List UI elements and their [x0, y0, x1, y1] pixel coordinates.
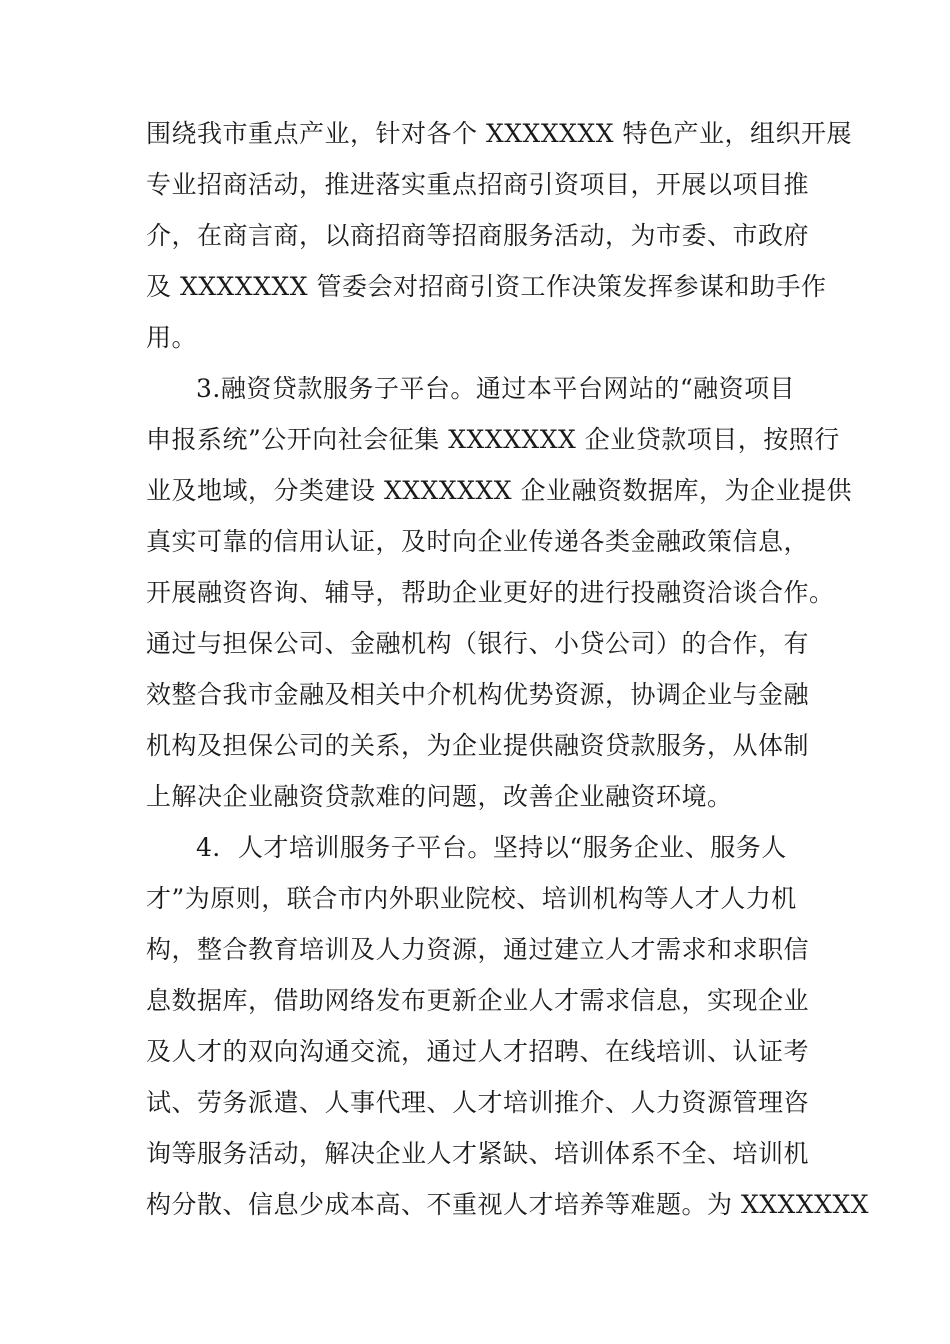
text-line: 机构及担保公司的关系，为企业提供融资贷款服务，从体制 [146, 731, 810, 760]
text-line: 上解决企业融资贷款难的问题，改善企业融资环境。 [146, 782, 733, 811]
text-line: 围绕我市重点产业，针对各个 XXXXXXX 特色产业，组织开展 [146, 119, 852, 148]
text-line: 申报系统”公开向社会征集 XXXXXXX 企业贷款项目，按照行 [146, 425, 840, 454]
text-line: 介，在商言商，以商招商等招商服务活动，为市委、市政府 [146, 221, 810, 250]
text-line: 开展融资咨询、辅导，帮助企业更好的进行投融资洽谈合作。 [146, 578, 835, 607]
paragraph-4-heading-line: 4．人才培训服务子平台。坚持以“服务企业、服务人 [196, 833, 787, 862]
text-line: 用。 [146, 323, 198, 352]
text-line: 真实可靠的信用认证，及时向企业传递各类金融政策信息， [146, 527, 810, 556]
text-line: 及 XXXXXXX 管委会对招商引资工作决策发挥参谋和助手作 [146, 272, 827, 301]
text-line: 试、劳务派遣、人事代理、人才培训推介、人力资源管理咨 [146, 1088, 810, 1117]
text-line: 及人才的双向沟通交流，通过人才招聘、在线培训、认证考 [146, 1037, 810, 1066]
text-line: 通过与担保公司、金融机构（银行、小贷公司）的合作，有 [146, 629, 810, 658]
text-line: 息数据库，借助网络发布更新企业人才需求信息，实现企业 [146, 986, 810, 1015]
text-line: 构，整合教育培训及人力资源，通过建立人才需求和求职信 [146, 935, 810, 964]
text-line: 询等服务活动，解决企业人才紧缺、培训体系不全、培训机 [146, 1139, 810, 1168]
text-line: 才”为原则，联合市内外职业院校、培训机构等人才人力机 [146, 884, 797, 913]
text-line: 业及地域，分类建设 XXXXXXX 企业融资数据库，为企业提供 [146, 476, 852, 505]
text-line: 构分散、信息少成本高、不重视人才培养等难题。为 XXXXXXX [146, 1190, 870, 1219]
paragraph-3-heading-line: 3.融资贷款服务子平台。通过本平台网站的“融资项目 [196, 374, 796, 403]
text-line: 专业招商活动，推进落实重点招商引资项目，开展以项目推 [146, 170, 810, 199]
text-line: 效整合我市金融及相关中介机构优势资源，协调企业与金融 [146, 680, 810, 709]
